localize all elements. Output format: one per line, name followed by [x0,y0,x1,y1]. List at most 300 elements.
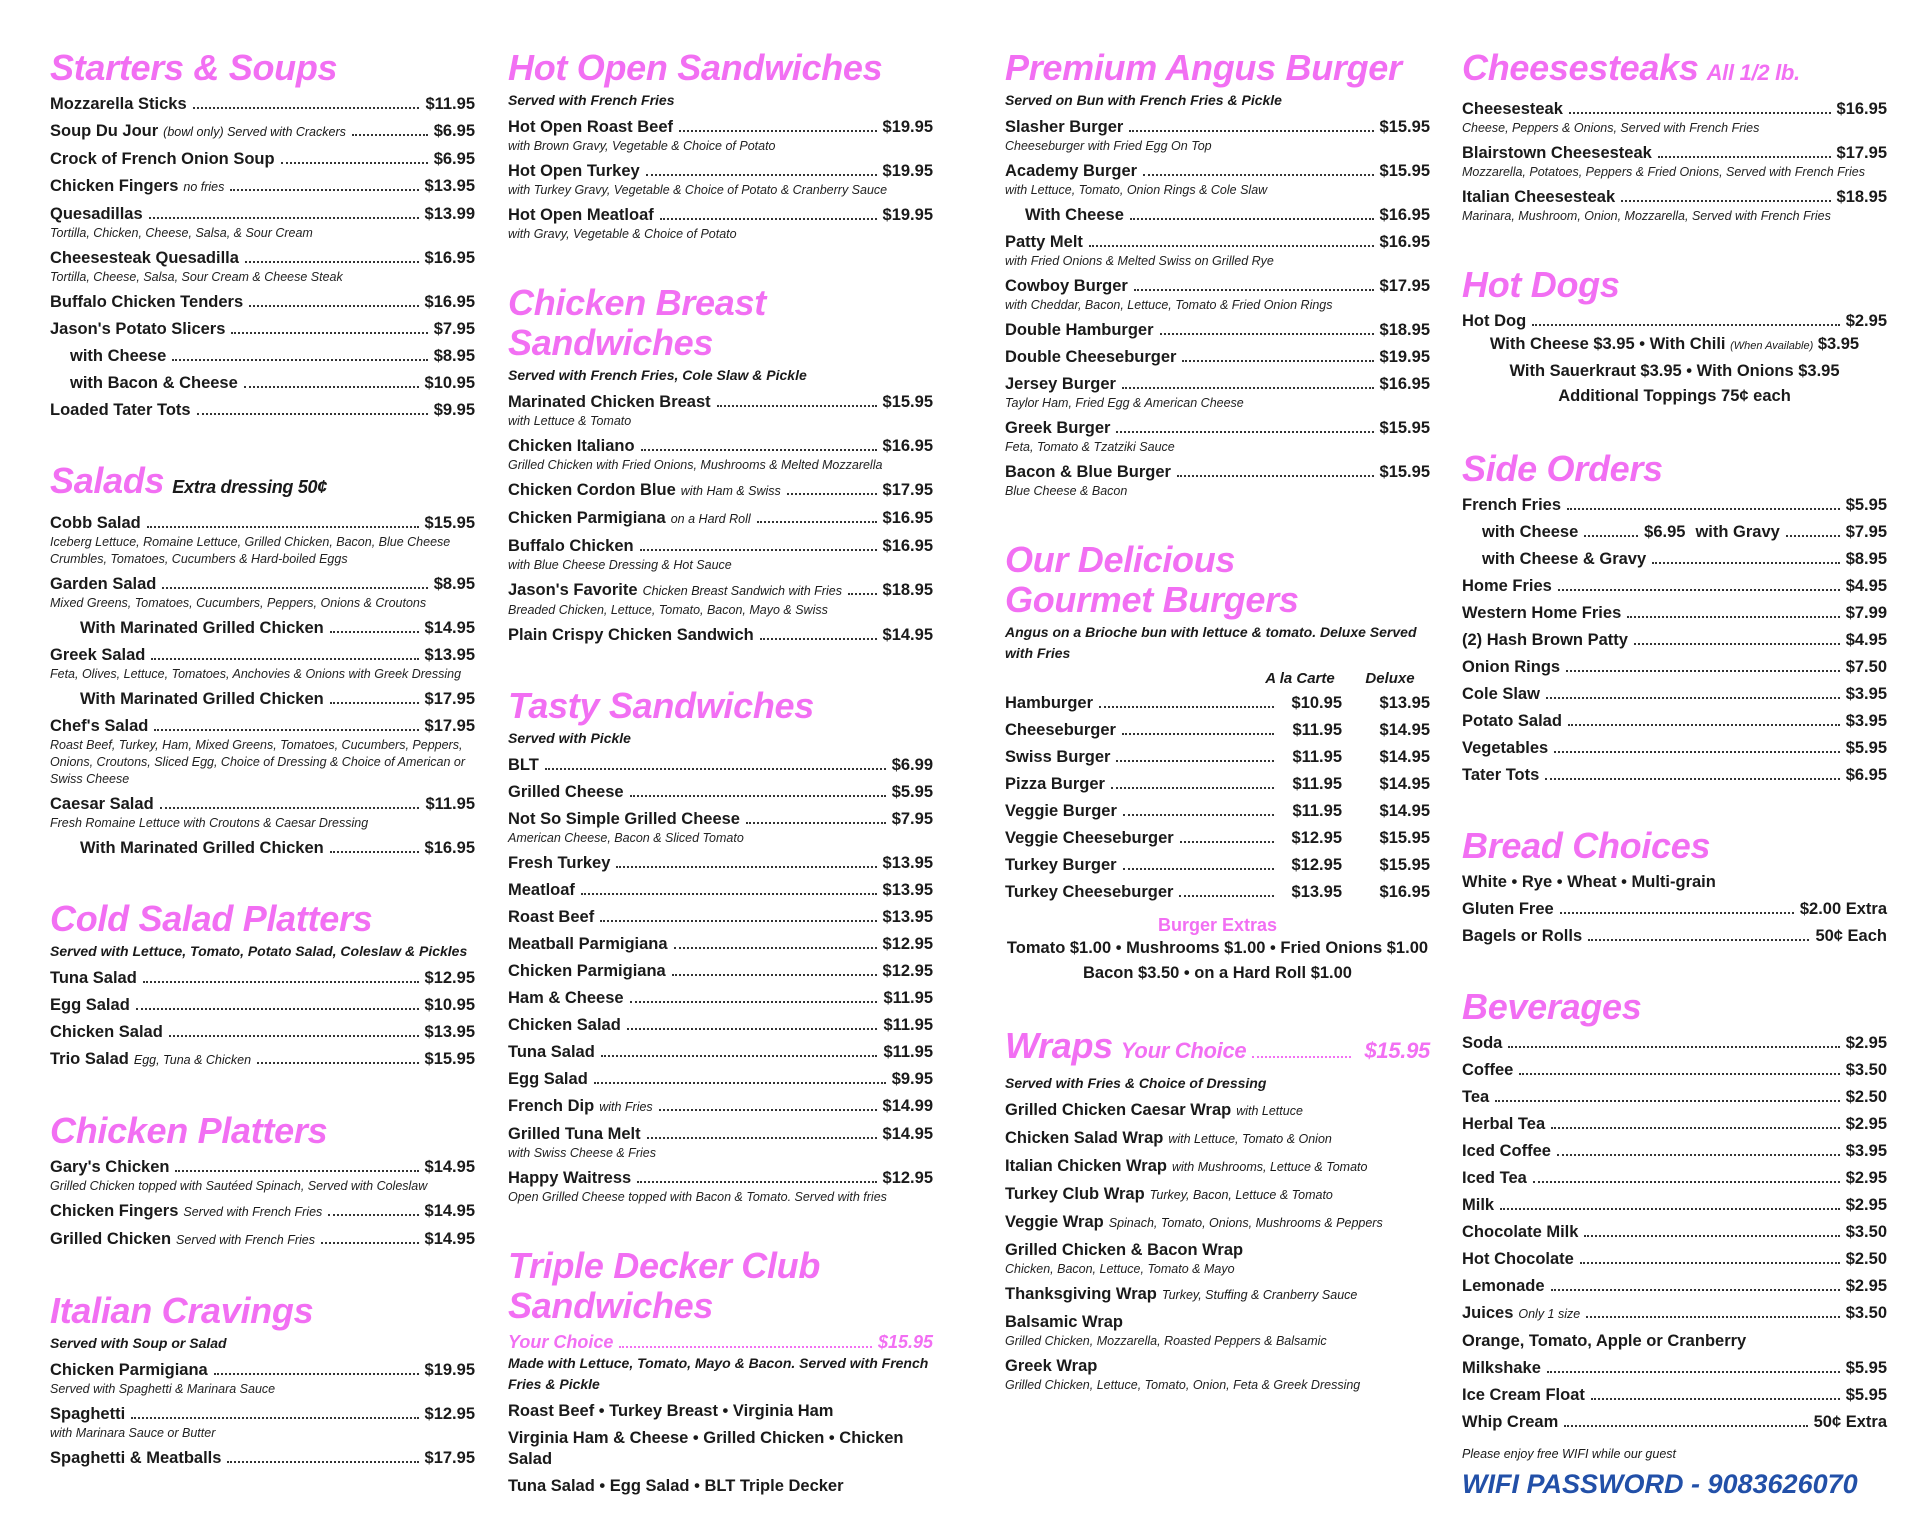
menu-item-name: Chicken Salad [50,1023,163,1041]
menu-item-price: $16.95 [1836,100,1887,118]
menu-item-row [1462,1114,1887,1135]
center-line [1462,332,1887,359]
menu-item [1005,374,1430,412]
menu-item-row [508,117,933,138]
section-subtitle: Served with Lettuce, Tomato, Potato Salad, Coleslaw & Pickles [50,943,468,959]
menu-item-name: Tuna Salad [508,1043,595,1061]
menu-item [508,934,933,955]
menu-item-name: Gary's Chicken [50,1158,170,1176]
price-deluxe: $16.95 [1379,883,1430,901]
section-title [50,1291,475,1331]
menu-item-price: $8.95 [1845,550,1887,568]
menu-item-note: Only 1 size [1518,1307,1581,1321]
menu-item-name: Double Cheeseburger [1005,348,1177,366]
dot-leader [328,1214,418,1216]
section-cold-salad-platters [50,899,475,1071]
menu-item-row [50,248,475,269]
menu-item-name: Grilled Tuna Melt [508,1125,641,1143]
menu-item-row [508,205,933,226]
menu-item-name: Greek Burger [1005,419,1111,437]
menu-item-row [1462,187,1887,208]
menu-item-price: $2.00 Extra [1799,900,1887,918]
dot-leader [1143,174,1373,176]
menu-item-row [50,204,475,225]
dot-leader [321,1242,419,1244]
section-subtitle: Served with French Fries [508,92,675,108]
menu-item [1462,711,1887,732]
dot-leader [1089,245,1374,247]
menu-item-price: $6.99 [891,756,933,774]
menu-item-row [50,838,475,859]
menu-item-name: Home Fries [1462,577,1552,595]
dot-leader [1180,841,1274,843]
menu-item-name: Soda [1462,1034,1503,1052]
menu-item-price: $5.95 [1845,739,1887,757]
dot-leader [330,702,419,704]
menu-item [50,574,475,612]
menu-item-name: French Dip [508,1097,595,1115]
section-title [1462,265,1887,305]
price-deluxe: $14.95 [1379,775,1430,793]
menu-item-name: Potato Salad [1462,712,1562,730]
dot-leader [281,162,428,164]
section-title [1462,449,1887,489]
menu-item-name: Egg Salad [508,1070,588,1088]
menu-item-row [1005,1356,1430,1377]
section-title-text: Cheesesteaks [1462,47,1699,88]
menu-item [1005,161,1430,199]
menu-item [50,346,475,367]
menu-item-price: $15.95 [424,514,475,532]
menu-item-row [1005,117,1430,138]
menu-item-row [1462,765,1887,786]
menu-item-note: on a Hard Roll [670,512,751,526]
menu-item-description: Cheese, Peppers & Onions, Served with French Fries [1462,121,1760,135]
menu-item-name: Ham & Cheese [508,989,624,1007]
price-a-la-carte: $11.95 [1292,802,1342,820]
menu-item-name: Trio Salad [50,1050,129,1068]
menu-item-row [508,480,933,502]
menu-item-price: $17.95 [424,1449,475,1467]
menu-item [508,853,933,874]
menu-item-description: with Swiss Cheese & Fries [508,1146,656,1160]
dot-leader [175,1170,418,1172]
menu-item-row [50,346,475,367]
menu-item-row [1005,347,1430,368]
menu-item-row [1462,657,1887,678]
dot-leader [245,261,419,263]
menu-item-name: Veggie Wrap [1005,1213,1104,1231]
menu-item-description: Breaded Chicken, Lettuce, Tomato, Bacon, Mayo & Swiss [508,603,828,617]
menu-item [1005,1312,1430,1350]
dot-leader [1252,1056,1350,1058]
dot-leader [600,920,876,922]
menu-item-name: Grilled Chicken & Bacon Wrap [1005,1241,1244,1259]
section-title [508,1246,933,1326]
section-title [1005,1026,1430,1071]
section-title-text: Premium Angus Burger [1005,47,1402,88]
dot-leader [352,134,428,136]
menu-item-name: Chicken Parmigiana [508,509,666,527]
menu-item-name: Onion Rings [1462,658,1561,676]
dot-leader [660,218,877,220]
menu-item-row [508,161,933,182]
menu-item-price: $17.95 [1836,144,1887,162]
section-title [1005,48,1430,88]
menu-item-price: $16.95 [882,437,933,455]
menu-item-price: $5.95 [1845,1359,1887,1377]
section-subtitle: Served with French Fries, Cole Slaw & Pickle [508,367,807,383]
menu-item-name: Cowboy Burger [1005,277,1128,295]
dot-leader [1533,1181,1840,1183]
menu-item-price: $19.95 [1379,348,1430,366]
menu-item-name: Herbal Tea [1462,1115,1546,1133]
menu-item-row [50,1229,475,1251]
menu-item-description: Mixed Greens, Tomatoes, Cucumbers, Peppers, Onions & Croutons [50,596,427,610]
menu-item-row [508,392,933,413]
menu-item-row [1005,1100,1430,1122]
price-deluxe: $13.95 [1379,694,1430,712]
dot-leader [193,107,420,109]
menu-item-name: Italian Chicken Wrap [1005,1157,1167,1175]
menu-item-name: Grilled Cheese [508,783,624,801]
menu-item-price: $13.99 [424,205,475,223]
menu-item-description: with Turkey Gravy, Vegetable & Choice of Potato & Cranberry Sauce [508,183,888,197]
menu-item [50,1448,475,1469]
dot-leader [1588,939,1809,941]
menu-item-row [508,625,933,646]
menu-item-row [50,618,475,639]
dot-leader [231,332,427,334]
menu-item-description: American Cheese, Bacon & Sliced Tomato [508,831,744,845]
dot-leader [149,217,419,219]
section-italian-cravings [50,1291,475,1469]
section-title [508,48,933,88]
dot-leader [848,593,877,595]
menu-item-row [50,400,475,421]
menu-item-price: $11.95 [883,1043,933,1061]
menu-item-row [50,292,475,313]
menu-item-description: Grilled Chicken topped with Sautéed Spinach, Served with Coleslaw [50,1179,428,1193]
menu-item-price: $2.95 [1845,1169,1887,1187]
menu-item-price: $12.95 [882,935,933,953]
menu-item-row [50,513,475,534]
burger-row [1005,855,1430,876]
menu-item-name: with Gravy [1695,523,1780,541]
menu-item [508,1096,933,1118]
menu-item-row [508,536,933,557]
menu-item [1462,1249,1887,1270]
section-subtitle: Served on Bun with French Fries & Pickle [1005,92,1282,108]
dot-leader [230,189,418,191]
menu-item-row [50,689,475,710]
price-deluxe: $14.95 [1379,802,1430,820]
menu-item [1462,1358,1887,1379]
menu-item-description: Taylor Ham, Fried Egg & American Cheese [1005,396,1244,410]
menu-item-row [1462,1141,1887,1162]
menu-item-name: with Cheese & Gravy [1482,550,1647,568]
dot-leader [659,1109,877,1111]
plain-line: Tuna Salad • Egg Salad • BLT Triple Decker [508,1477,844,1495]
burger-extras-line: Tomato $1.00 • Mushrooms $1.00 • Fried Onions $1.00 [1006,939,1429,957]
menu-item-row [1462,1060,1887,1081]
menu-item-note: with Fries [599,1100,653,1114]
menu-item-name: Swiss Burger [1005,748,1111,766]
menu-item [1462,765,1887,786]
menu-item-price: $6.95 [1845,766,1887,784]
menu-item-price: $5.95 [891,783,933,801]
menu-item-name: Cheesesteak Quesadilla [50,249,239,267]
section-title-note: Extra dressing 50¢ [172,477,327,497]
menu-item [50,716,475,788]
plain-line: Roast Beef • Turkey Breast • Virginia Ham [508,1402,834,1420]
menu-item [1005,1156,1430,1178]
menu-item-price: $3.50 [1845,1304,1887,1322]
menu-item-name: Chicken Italiano [508,437,635,455]
menu-item [1462,495,1887,516]
menu-item-row [508,580,933,602]
menu-item [50,1404,475,1442]
menu-item-row [1005,205,1430,226]
menu-item-row [50,645,475,666]
dot-leader [1566,670,1840,672]
menu-item [50,400,475,421]
menu-item-price: $13.95 [424,1023,475,1041]
dot-leader [154,729,418,731]
menu-item-price: $7.95 [433,320,475,338]
menu-item-price: $16.95 [424,249,475,267]
menu-item-row [508,755,933,776]
menu-item-price: $11.95 [883,989,933,1007]
menu-item-note: with Lettuce [1236,1104,1303,1118]
menu-item-row [1462,603,1887,624]
menu-item [1462,630,1887,651]
dot-leader [581,893,877,895]
menu-item-row [1005,276,1430,297]
price-a-la-carte: $11.95 [1292,775,1342,793]
menu-item [50,1157,475,1195]
menu-item-price: $15.95 [1379,162,1430,180]
menu-item-price: $9.95 [891,1070,933,1088]
menu-item [508,755,933,776]
menu-item-row [1462,522,1887,543]
menu-item-price: $15.95 [1379,419,1430,437]
menu-item-row [508,988,933,1009]
menu-item [508,907,933,928]
menu-item-name: Marinated Chicken Breast [508,393,711,411]
dot-leader [630,795,886,797]
menu-item-note: with Ham & Swiss [680,484,781,498]
menu-item [1462,99,1887,137]
menu-item-price: $2.50 [1845,1250,1887,1268]
menu-item-row [1005,418,1430,439]
menu-item-row [508,809,933,830]
menu-item-row [508,436,933,457]
menu-item-row [1462,143,1887,164]
section-title [1462,987,1887,1027]
menu-item-price: $11.95 [425,95,475,113]
menu-item [50,1229,475,1251]
menu-item [1462,1087,1887,1108]
your-choice-row [508,1332,933,1353]
dot-leader [1569,112,1831,114]
section-title [508,283,933,363]
menu-item-row [1462,899,1887,920]
menu-item-name: Chicken Salad [508,1016,621,1034]
dot-leader [1500,1208,1840,1210]
dot-leader [594,1082,886,1084]
section-subtitle: Served with Soup or Salad [50,1335,227,1351]
section-title-text: Wraps [1005,1025,1113,1066]
menu-item-description: Marinara, Mushroom, Onion, Mozzarella, Served with French Fries [1462,209,1831,223]
menu-item [50,94,475,115]
dot-leader [1591,1398,1840,1400]
menu-item-name: Tater Tots [1462,766,1540,784]
section-title-text: Hot Dogs [1462,264,1620,305]
menu-item-name: Not So Simple Grilled Cheese [508,810,740,828]
menu-item [50,248,475,286]
menu-item-price: 50¢ Extra [1813,1413,1887,1431]
section-chicken-platters [50,1111,475,1251]
wifi-password: WIFI PASSWORD - 9083626070 [1462,1469,1858,1499]
menu-item-name: Western Home Fries [1462,604,1622,622]
menu-item [1462,1303,1887,1325]
dot-leader [143,981,419,983]
center-line-text: With Cheese $3.95 • With Chili [1489,335,1731,353]
menu-item [1462,1412,1887,1433]
section-beverages [1462,987,1887,1433]
burger-row [1005,747,1430,768]
menu-item [1005,205,1430,226]
price-a-la-carte: $13.95 [1291,883,1342,901]
menu-item-row [50,121,475,143]
menu-item-row [50,794,475,815]
menu-item [1462,1222,1887,1243]
menu-item-price: $10.95 [424,374,475,392]
menu-item-price: $9.95 [433,401,475,419]
menu-item-name: Whip Cream [1462,1413,1559,1431]
menu-item-row [1462,1195,1887,1216]
dot-leader [1123,814,1274,816]
section-title [50,899,475,939]
menu-item [50,618,475,639]
menu-item-price: $12.95 [882,962,933,980]
menu-item [1462,576,1887,597]
menu-item-note: (bowl only) Served with Crackers [163,125,346,139]
section-title-text: Side Orders [1462,448,1663,489]
dot-leader [1116,431,1373,433]
menu-item-row [1462,926,1887,947]
menu-item-description: with Gravy, Vegetable & Choice of Potato [508,227,737,241]
menu-item-price: $2.95 [1845,1034,1887,1052]
dot-leader [1557,1154,1840,1156]
dot-leader [672,974,877,976]
section-subtitle: Made with Lettuce, Tomato, Mayo & Bacon. Served with French Fries & Pickle [508,1355,929,1392]
menu-item-name: Chicken Parmigiana [508,962,666,980]
dot-leader [151,658,418,660]
menu-item [50,319,475,340]
menu-item [508,809,933,847]
menu-item-row [1005,374,1430,395]
dot-leader [647,1137,877,1139]
menu-item-row [1005,1128,1430,1150]
dot-leader [1508,1046,1839,1048]
menu-item-price: $3.95 [1845,712,1887,730]
dot-leader [1519,1073,1839,1075]
menu-item-row [508,934,933,955]
menu-item-price: $11.95 [883,1016,933,1034]
menu-item [1462,143,1887,181]
menu-item-name: with Cheese [1482,523,1579,541]
menu-item [50,1022,475,1043]
menu-item [50,1201,475,1223]
dot-leader [131,1417,418,1419]
menu-item-price: $13.95 [424,646,475,664]
menu-item-name: Greek Wrap [1005,1357,1098,1375]
menu-item-price: $2.50 [1845,1088,1887,1106]
menu-item-name: Spaghetti & Meatballs [50,1449,222,1467]
price-deluxe: $15.95 [1379,856,1430,874]
menu-item-price: $11.95 [425,795,475,813]
menu-item-price: $14.95 [424,1202,475,1220]
menu-item-description: with Marinara Sauce or Butter [50,1426,216,1440]
section-price: $15.95 [1364,1038,1430,1063]
center-line [1462,384,1887,409]
dot-leader [1099,706,1274,708]
menu-item-price: $19.95 [882,118,933,136]
dot-leader [1554,751,1839,753]
dot-leader [330,631,419,633]
menu-item-name: Chocolate Milk [1462,1223,1579,1241]
menu-item-name: Chicken Cordon Blue [508,481,676,499]
section-tasty-sandwiches [508,686,933,1206]
menu-item-name: Blairstown Cheesesteak [1462,144,1652,162]
section-hot-open-sandwiches [508,48,933,243]
menu-item [508,625,933,646]
menu-item-description: Grilled Chicken with Fried Onions, Mushrooms & Melted Mozzarella [508,458,883,472]
menu-item-name: Turkey Club Wrap [1005,1185,1145,1203]
dot-leader [330,851,419,853]
menu-item-price: $14.95 [424,1230,475,1248]
center-line-text: $3.95 [1813,335,1860,353]
menu-item [508,988,933,1009]
menu-item-name: Hot Open Roast Beef [508,118,674,136]
menu-item-name: Veggie Burger [1005,802,1117,820]
dot-leader [637,1181,876,1183]
menu-item [1005,1284,1430,1306]
dot-leader [1658,156,1831,158]
menu-item-price: $19.95 [882,206,933,224]
dot-leader [1586,1316,1839,1318]
menu-item [1462,926,1887,947]
menu-item-row [1462,576,1887,597]
menu-item [50,689,475,710]
menu-item-price: $3.50 [1845,1061,1887,1079]
menu-item-price: $6.95 [1644,523,1686,541]
menu-item-price: $13.95 [882,854,933,872]
menu-item [50,995,475,1016]
dot-leader [160,807,420,809]
burger-row [1005,774,1430,795]
menu-item-price: $7.50 [1845,658,1887,676]
column-header-deluxe: Deluxe [1365,670,1415,687]
menu-item [508,161,933,199]
menu-item [1462,684,1887,705]
menu-item-price: $15.95 [877,1332,933,1352]
menu-item-price: $6.95 [433,122,475,140]
menu-item-row [50,1448,475,1469]
menu-item [508,880,933,901]
